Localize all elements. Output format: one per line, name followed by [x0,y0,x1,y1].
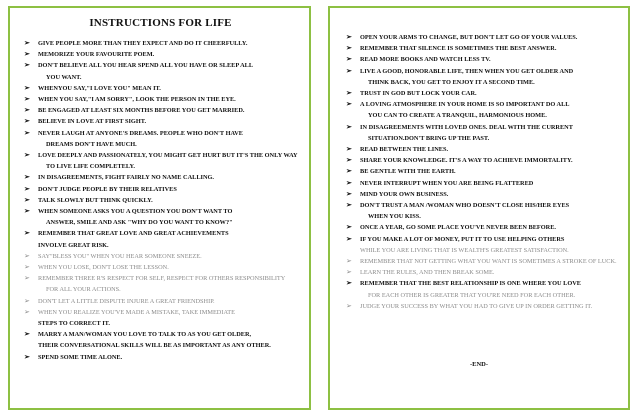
instruction-continuation: SITUATION.DON'T BRING UP THE PAST. [368,134,490,142]
arrow-bullet-icon: ➢ [24,263,30,272]
arrow-bullet-icon: ➢ [24,95,30,104]
instruction-text: MEMORIZE YOUR FAVOURITE POEM. [38,51,155,59]
instruction-item [20,116,301,127]
instruction-text: OPEN YOUR ARMS TO CHANGE, BUT DON'T LET GO OF YOUR VALUES. [360,34,578,41]
instruction-item [20,105,301,116]
arrow-bullet-icon: ➢ [24,296,30,305]
instruction-text: TRUST IN GOD BUT LOCK YOUR CAR. [360,90,477,98]
instruction-item [342,88,620,99]
arrow-bullet-icon: ➢ [346,201,352,210]
instruction-text: REMEMBER THAT THE BEST RELATIONSHIP IS ONE WHERE YOU LOVE [360,280,581,288]
instruction-item [342,66,620,77]
instruction-text: WHEN YOU SAY,"I AM SORRY", LOOK THE PERSON IN THE EYE. [38,96,236,104]
instruction-text: WHEN SOMEONE ASKS YOU A QUESTION YOU DON'T WANT TO [38,208,233,216]
arrow-bullet-icon: ➢ [24,251,30,260]
instruction-item [342,178,620,189]
instruction-item [20,296,301,307]
arrow-bullet-icon: ➢ [346,279,352,288]
instruction-text: DON'T LET A LITTLE DISPUTE INJURE A GREAT FRIENDSHIP. [38,297,215,305]
instruction-item [20,83,301,94]
instruction-text: DON'T TRUST A MAN /WOMAN WHO DOESN'T CLOSE HIS/HER EYES [360,202,570,210]
left-page [8,6,311,410]
instruction-text: SAY"BLESS YOU" WHEN YOU HEAR SOMEONE SNEEZE. [38,252,202,260]
instruction-item [342,43,620,54]
arrow-bullet-icon: ➢ [24,330,30,339]
instruction-text: REMEMBER THAT NOT GETTING WHAT YOU WANT IS SOMETIMES A STROKE OF LUCK. [360,258,617,266]
document-title: INSTRUCTIONS FOR LIFE [89,17,232,29]
instruction-text: DON'T JUDGE PEOPLE BY THEIR RELATIVES [38,185,177,193]
instruction-item [342,256,620,267]
instruction-item [20,60,301,71]
arrow-bullet-icon: ➢ [346,167,352,176]
instruction-item [342,155,620,166]
instruction-continuation: STEPS TO CORRECT IT. [38,320,110,328]
instruction-item [342,301,620,312]
instruction-text: JUDGE YOUR SUCCESS BY WHAT YOU HAD TO GIVE UP IN ORDER GETTING IT. [360,302,593,310]
arrow-bullet-icon: ➢ [24,352,30,361]
instruction-item [20,184,301,195]
right-page [328,6,630,410]
arrow-bullet-icon: ➢ [346,145,352,154]
arrow-bullet-icon: ➢ [24,195,30,204]
arrow-bullet-icon: ➢ [24,229,30,238]
instruction-text: BE GENTLE WITH THE EARTH. [360,168,456,176]
instruction-item [342,32,620,43]
instruction-text: IF YOU MAKE A LOT OF MONEY, PUT IT TO USE HELPING OTHERS [360,235,565,243]
arrow-bullet-icon: ➢ [346,234,352,243]
arrow-bullet-icon: ➢ [346,122,352,131]
arrow-bullet-icon: ➢ [24,184,30,193]
instruction-text: GIVE PEOPLE MORE THAN THEY EXPECT AND DO IT CHEERFULLY. [38,40,248,47]
instructions-list-right [342,32,620,312]
instruction-continuation: TO LIVE LIFE COMPLETELY. [46,163,136,171]
arrow-bullet-icon: ➢ [346,178,352,187]
instruction-text: A LOVING ATMOSPHERE IN YOUR HOME IS SO IMPORTANT DO ALL [360,101,570,109]
instruction-item [342,267,620,278]
arrow-bullet-icon: ➢ [24,128,30,137]
instruction-continuation: WHILE YOU ARE LIVING THAT IS WEALTH'S GREATEST SATISFACTION. [360,246,569,254]
instruction-text: WHEN YOU REALIZE YOU'VE MADE A MISTAKE, TAKE IMMEDIATE [38,308,235,316]
instruction-continuation: FOR EACH OTHER IS GREATER THAT YOU'RE NEED FOR EACH OTHER. [368,291,576,299]
instruction-text: MIND YOUR OWN BUSINESS. [360,190,449,198]
arrow-bullet-icon: ➢ [346,257,352,266]
instruction-item [20,307,301,318]
instruction-continuation: THINK BACK, YOU GET TO ENJOY IT A SECOND TIME. [368,78,535,86]
instruction-item [20,262,301,273]
instruction-item [20,352,301,363]
instruction-text: BE ENGAGED AT LEAST SIX MONTHS BEFORE YOU GET MARRIED. [38,107,245,115]
arrow-bullet-icon: ➢ [346,44,352,53]
instruction-item [20,94,301,105]
instruction-item [20,329,301,340]
instruction-text: REMEMBER THAT GREAT LOVE AND GREAT ACHIEVEMENTS [38,230,229,238]
instruction-item [342,222,620,233]
instruction-item [342,278,620,289]
instruction-text: TALK SLOWLY BUT THINK QUICKLY. [38,196,153,204]
instruction-text: ONCE A YEAR, GO SOME PLACE YOU'VE NEVER BEEN BEFORE. [360,224,556,232]
instruction-item [342,200,620,211]
instruction-continuation: THEIR CONVERSATIONAL SKILLS WILL BE AS IMPORTANT AS ANY OTHER. [38,342,271,350]
instruction-item [20,49,301,60]
instructions-list-left [20,38,301,363]
instruction-text: DON'T BELIEVE ALL YOU HEAR SPEND ALL YOU HAVE OR SLEEP ALL [38,62,254,70]
arrow-bullet-icon: ➢ [346,66,352,75]
instruction-item [20,128,301,139]
arrow-bullet-icon: ➢ [24,307,30,316]
arrow-bullet-icon: ➢ [346,301,352,310]
instruction-text: LOVE DEEPLY AND PASSIONATELY, YOU MIGHT GET HURT BUT IT'S THE ONLY WAY [38,152,298,160]
instruction-item [20,150,301,161]
instruction-item [20,195,301,206]
instruction-item [342,54,620,65]
instruction-text: LEARN THE RULES, AND THEN BREAK SOME. [360,269,495,277]
instruction-text: SPEND SOME TIME ALONE. [38,353,123,361]
instruction-text: NEVER INTERRUPT WHEN YOU ARE BEING FLATTERED [360,179,534,187]
instruction-continuation: ANSWER, SMILE AND ASK "WHY DO YOU WANT TO KNOW?" [46,219,233,227]
arrow-bullet-icon: ➢ [24,151,30,160]
instruction-text: REMEMBER THAT SILENCE IS SOMETIMES THE BEST ANSWER. [360,45,557,53]
arrow-bullet-icon: ➢ [346,156,352,165]
arrow-bullet-icon: ➢ [346,33,352,41]
arrow-bullet-icon: ➢ [24,106,30,115]
instruction-continuation: INVOLVE GREAT RISK. [38,241,109,249]
instruction-text: READ BETWEEN THE LINES. [360,146,449,154]
instruction-text: NEVER LAUGH AT ANYONE'S DREAMS. PEOPLE WHO DON'T HAVE [38,129,243,137]
instruction-text: READ MORE BOOKS AND WATCH LESS TV. [360,56,491,64]
instruction-item [20,228,301,239]
instruction-item [20,273,301,284]
end-marker: -END- [469,361,489,368]
instruction-continuation: YOU WANT. [46,73,82,81]
arrow-bullet-icon: ➢ [346,189,352,198]
arrow-bullet-icon: ➢ [346,223,352,232]
instruction-text: IN DISAGREEMENTS WITH LOVED ONES. DEAL WITH THE CURRENT [360,123,573,131]
instruction-item [342,234,620,245]
instruction-item [342,122,620,133]
arrow-bullet-icon: ➢ [24,50,30,59]
instruction-item [342,144,620,155]
instruction-text: BELIEVE IN LOVE AT FIRST SIGHT. [38,118,147,126]
instruction-text: IN DISAGREEMENTS, FIGHT FAIRLY NO NAME CALLING. [38,174,214,182]
arrow-bullet-icon: ➢ [346,89,352,98]
instruction-text: MARRY A MAN/WOMAN YOU LOVE TO TALK TO AS YOU GET OLDER, [38,331,252,339]
instruction-text: REMEMBER THREE R'S RESPECT FOR SELF, RESPECT FOR OTHERS RESPONSIBILITY [38,275,286,283]
arrow-bullet-icon: ➢ [24,61,30,70]
arrow-bullet-icon: ➢ [24,117,30,126]
instruction-continuation: FOR ALL YOUR ACTIONS. [46,286,121,294]
instruction-item [342,189,620,200]
arrow-bullet-icon: ➢ [24,173,30,182]
instruction-continuation: WHEN YOU KISS. [368,213,421,221]
instruction-item [20,172,301,183]
arrow-bullet-icon: ➢ [24,39,30,47]
arrow-bullet-icon: ➢ [24,274,30,283]
arrow-bullet-icon: ➢ [346,268,352,277]
arrow-bullet-icon: ➢ [346,100,352,109]
instruction-item [342,99,620,110]
instruction-item [20,206,301,217]
instruction-text: LIVE A GOOD, HONORABLE LIFE, THEN WHEN YOU GET OLDER AND [360,67,574,75]
instruction-item [20,251,301,262]
instruction-text: SHARE YOUR KNOWLEDGE. IT'S A WAY TO ACHIEVE IMMORTALITY. [360,157,573,165]
arrow-bullet-icon: ➢ [24,83,30,92]
instruction-text: WHENYOU SAY,"I LOVE YOU" MEAN IT. [38,84,161,92]
instruction-item [20,38,301,49]
instruction-continuation: DREAMS DON'T HAVE MUCH. [46,140,137,148]
arrow-bullet-icon: ➢ [346,55,352,64]
arrow-bullet-icon: ➢ [24,207,30,216]
instruction-continuation: YOU CAN TO CREATE A TRANQUIL, HARMONIOUS HOME. [368,112,547,120]
instruction-text: WHEN YOU LOSE, DON'T LOSE THE LESSON. [38,264,169,272]
instruction-item [342,166,620,177]
